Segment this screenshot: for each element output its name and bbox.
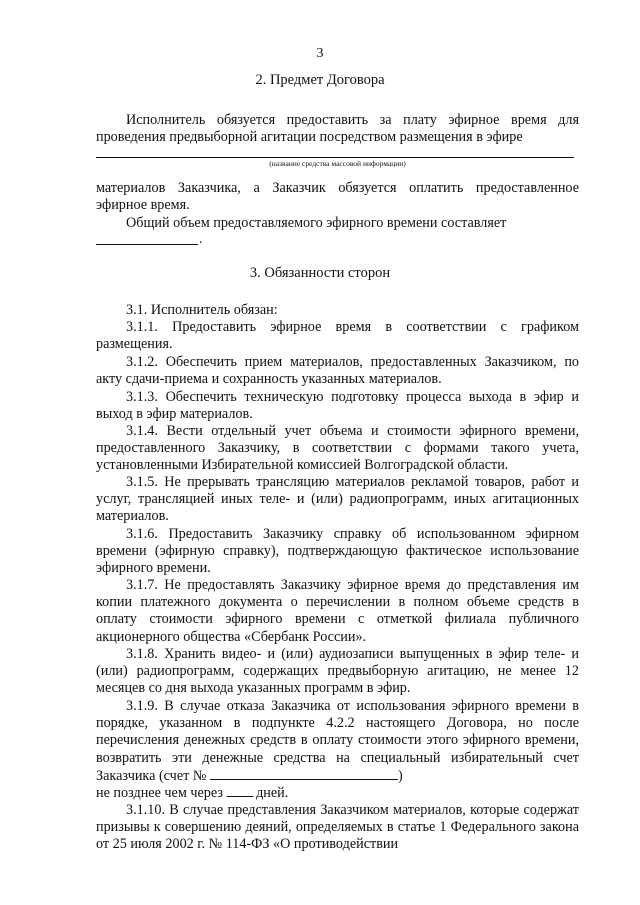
- item-3-1-9-deadline: [96, 784, 579, 802]
- item-3-1-9: [96, 698, 579, 785]
- item-3-1-8: 3.1.8. Хранить видео- и (или) аудиозаписи выпущенных в эфир теле- и (или) радиопрограмм, содержащих предвыборную агитацию, не менее 12 месяцев со дня выхода указанных программ в эфир.: [96, 646, 579, 697]
- deadline-text: не позднее чем через: [96, 785, 223, 801]
- section-2-title: 2. Предмет Договора: [255, 72, 385, 88]
- item-3-1-4: 3.1.4. Вести отдельный учет объема и стоимости эфирного времени, предоставленного Заказчику, в соответствии с формами такого учета, установленными Избирательной комиссией Волгоградской области.: [96, 423, 579, 474]
- item-3-1-10: 3.1.10. В случае представления Заказчиком материалов, которые содержат призывы к совершению деяний, определяемых в статье 1 Федерального закона от 25 июля 2002 г. № 114-ФЗ «О противодействии: [96, 802, 579, 853]
- days-count-blank: [227, 784, 253, 797]
- airtime-volume-period: .: [199, 232, 203, 247]
- item-3-1-6: 3.1.6. Предоставить Заказчику справку об использованном эфирном времени (эфирную справку), подтверждающую фактическое использование эфирного времени.: [96, 526, 579, 577]
- item-3-1: 3.1. Исполнитель обязан:: [126, 302, 278, 318]
- section-2-paragraph-3: [96, 215, 579, 232]
- account-number-blank: [210, 767, 398, 780]
- section-3-title: 3. Обязанности сторон: [249, 265, 391, 281]
- item-3-1-2: 3.1.2. Обеспечить прием материалов, предоставленных Заказчиком, по акту сдачи-приема и сохранность указанных материалов.: [96, 354, 579, 388]
- item-3-1-9-text: 3.1.9. В случае отказа Заказчика от использования эфирного времени в порядке, указанном в подпункте 4.2.2 настоящего Договора, но после перечисления денежных средств в оплату стоимости этого эфирного времени, возвратить эти денежные средства на специальный избирательный счет Заказчика (счет №: [96, 698, 579, 784]
- section-2-paragraph-1: Исполнитель обязуется предоставить за плату эфирное время для проведения предвыборной агитации посредством размещения в эфире: [96, 112, 579, 146]
- airtime-volume-text: Общий объем предоставляемого эфирного времени составляет: [126, 215, 507, 231]
- item-3-1-1: 3.1.1. Предоставить эфирное время в соответствии с графиком размещения.: [96, 319, 579, 353]
- section-2-paragraph-2: материалов Заказчика, а Заказчик обязуется оплатить предоставленное эфирное время.: [96, 180, 579, 214]
- item-3-1-5: 3.1.5. Не прерывать трансляцию материалов рекламой товаров, работ и услуг, трансляцией иных теле- и (или) радиопрограмм, иных агитационных материалов.: [96, 474, 579, 525]
- item-3-1-7: 3.1.7. Не предоставлять Заказчику эфирное время до представления им копии платежного документа о перечислении в полном объеме средств в оплату стоимости эфирного времени с отметкой филиала публичного акционерного общества «Сбербанк России».: [96, 577, 579, 645]
- airtime-volume-blank: [96, 244, 198, 245]
- deadline-days-text: дней.: [256, 785, 289, 801]
- item-3-1-3: 3.1.3. Обеспечить техническую подготовку процесса выхода в эфир и выход в эфир материалов.: [96, 389, 579, 423]
- media-name-caption: (название средства массовой информации): [269, 159, 406, 168]
- media-name-blank-line: [96, 157, 574, 158]
- page-number: 3: [316, 46, 324, 61]
- account-number-close: ): [397, 767, 403, 784]
